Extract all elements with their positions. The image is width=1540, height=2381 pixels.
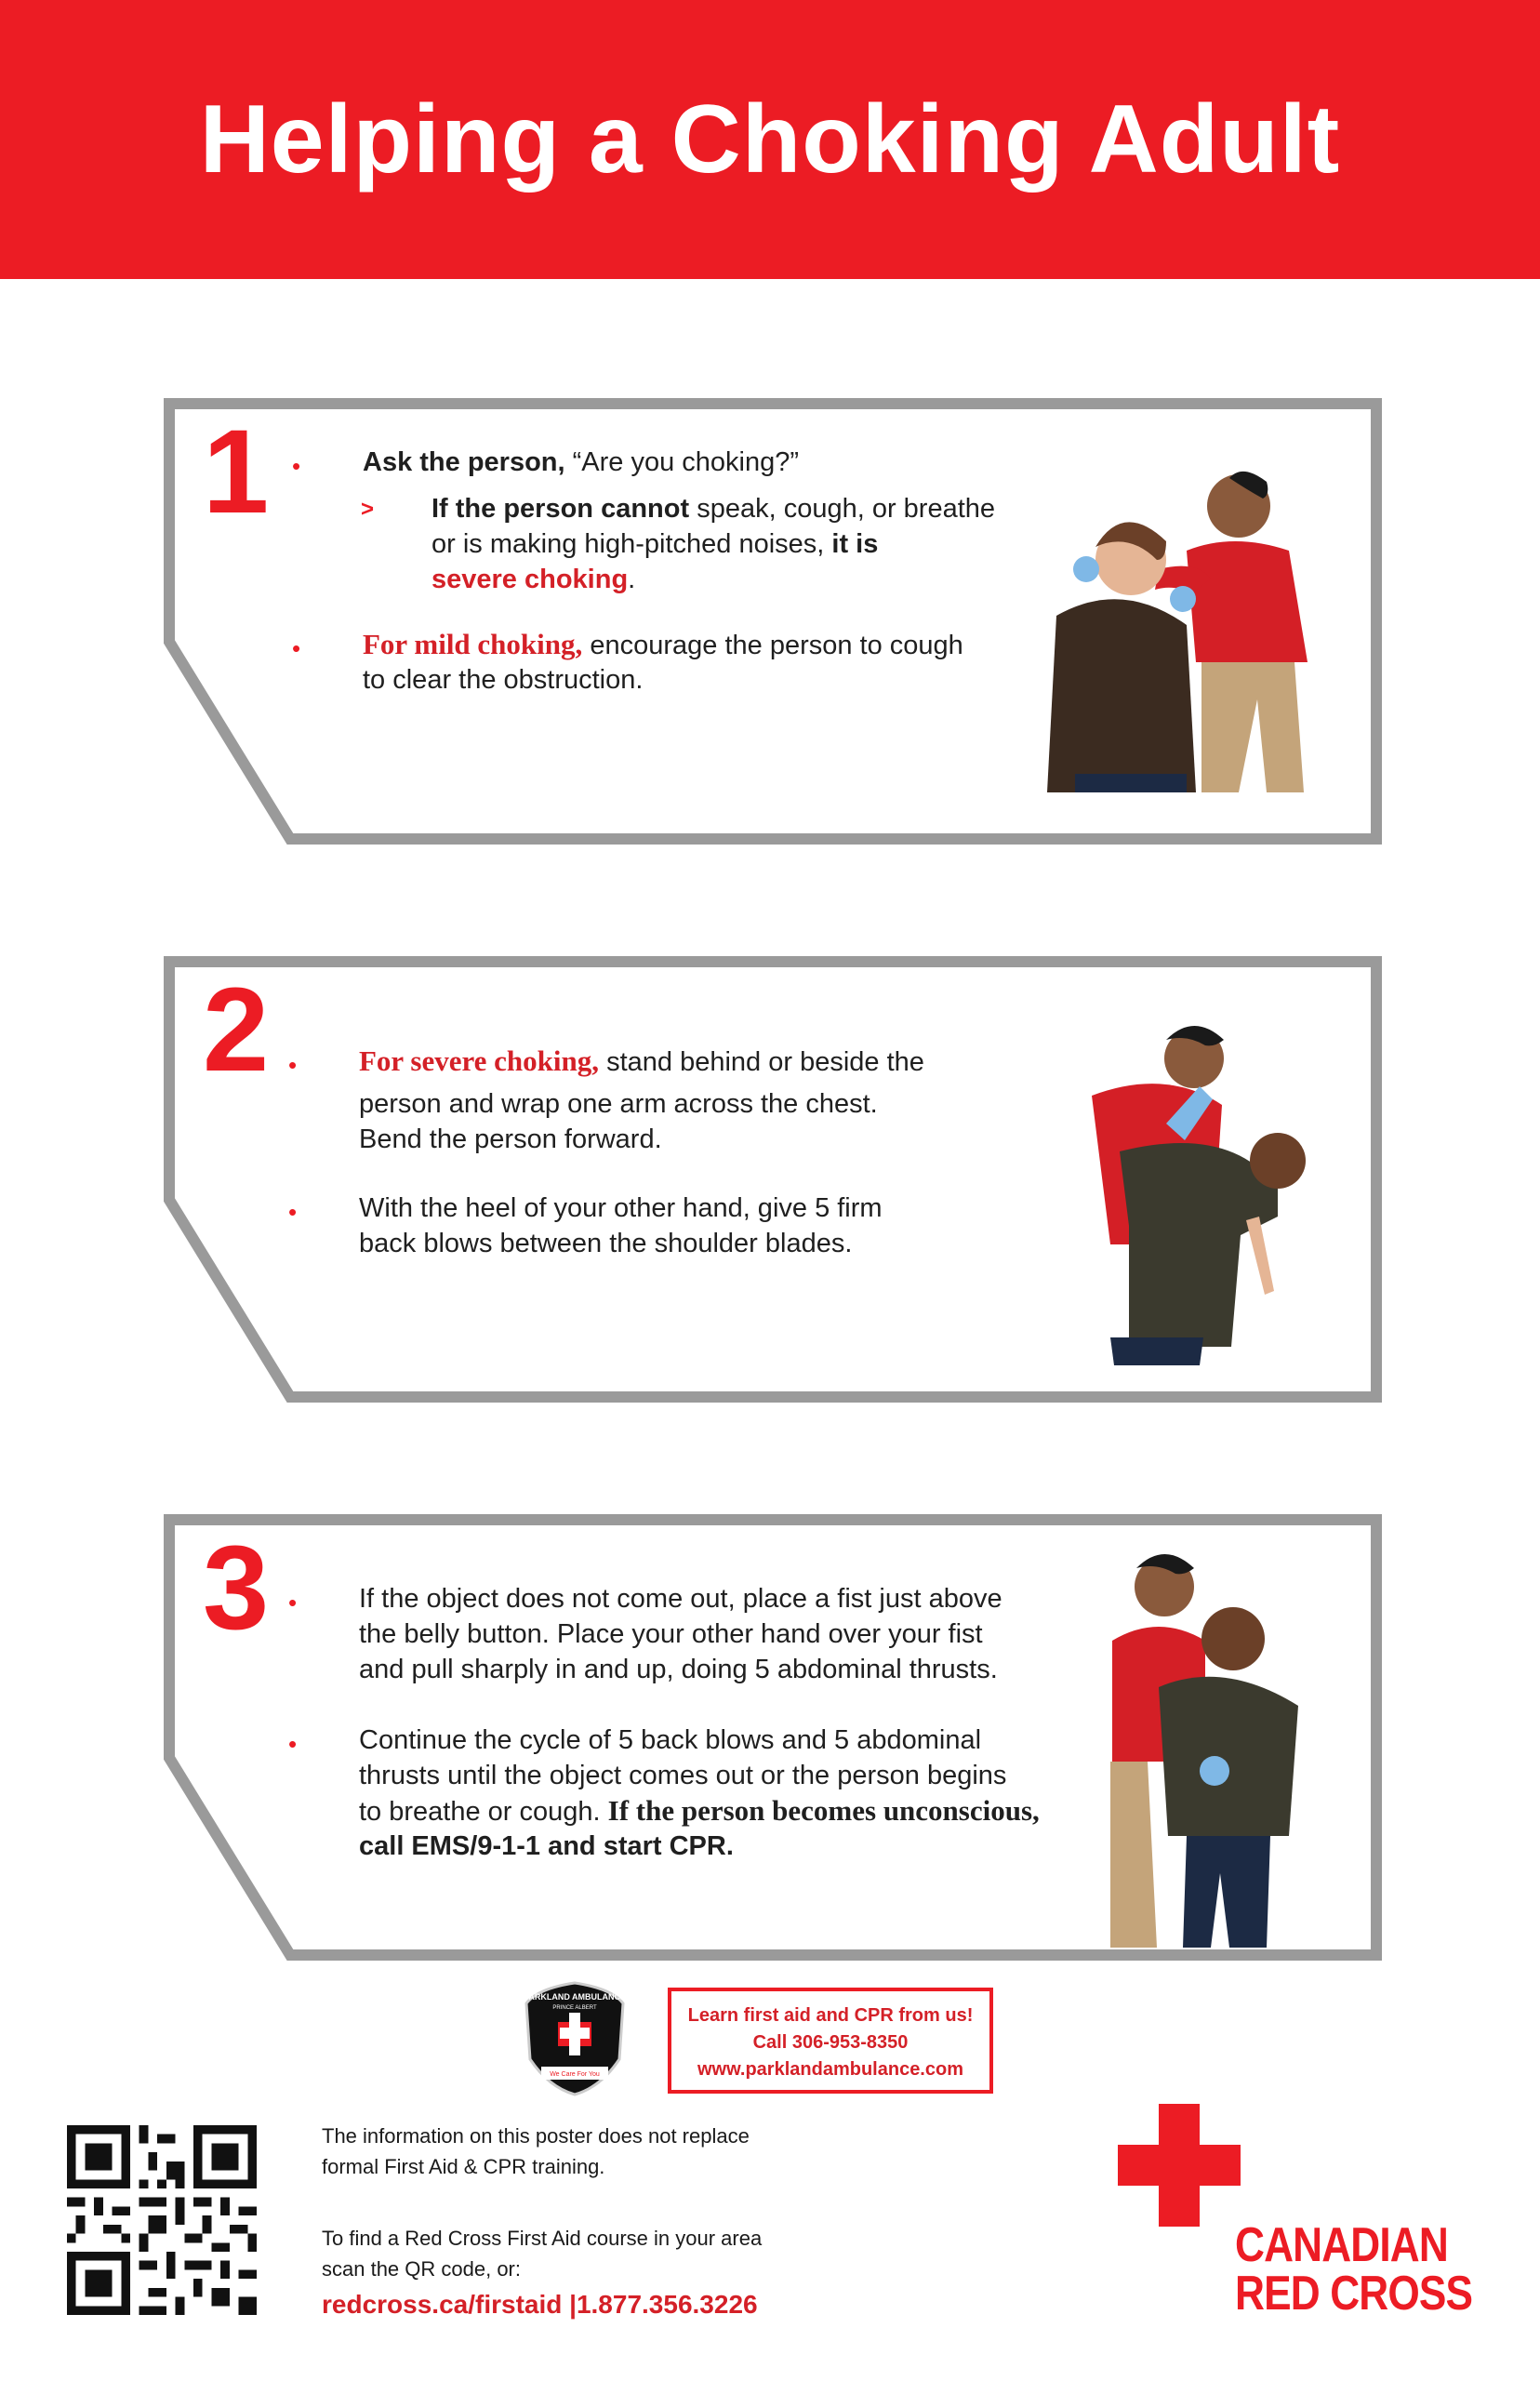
bullet-dot: • (292, 634, 301, 662)
step-2-card (164, 956, 1382, 1403)
logo-sub-text: PRINCE ALBERT (552, 2005, 597, 2011)
find-course-line: To find a Red Cross First Aid course in your area (322, 2227, 763, 2250)
bullet-dot: • (292, 452, 301, 480)
org-name-line: CANADIAN (1235, 2218, 1448, 2272)
bullet-dot: • (288, 1589, 298, 1616)
step-text: If the object does not come out, place a fist just above (359, 1584, 1002, 1614)
step-number: 1 (203, 406, 270, 539)
promo-link[interactable]: www.parklandambulance.com (697, 2059, 963, 2080)
bullet-dot: • (288, 1198, 298, 1226)
step-1-card (164, 398, 1382, 845)
step-text: or is making high-pitched noises, it is (431, 529, 879, 559)
step-text: to breathe or cough. If the person becomes unconscious, (359, 1794, 1040, 1827)
poster-header (0, 0, 1540, 279)
disclaimer-line: formal First Aid & CPR training. (322, 2155, 605, 2178)
step-text: Continue the cycle of 5 back blows and 5 abdominal (359, 1725, 982, 1755)
logo-tagline: We Care For You (550, 2071, 600, 2078)
rescuer-photo (1103, 1548, 1326, 1957)
contact-link[interactable]: redcross.ca/firstaid |1.877.356.3226 (322, 2290, 758, 2319)
step-text: For severe choking, stand behind or beside the (359, 1044, 924, 1077)
org-logo-text (1235, 2218, 1473, 2321)
step-text: and pull sharply in and up, doing 5 abdominal thrusts. (359, 1655, 998, 1684)
step-text: back blows between the shoulder blades. (359, 1229, 853, 1258)
poster-title: Helping a Choking Adult (199, 85, 1341, 193)
parkland-ambulance-logo (521, 1979, 629, 2098)
org-name-line: RED CROSS (1235, 2267, 1473, 2321)
logo-org-text: PARKLAND AMBULANCE (524, 1992, 626, 2002)
promo-box (668, 1988, 993, 2094)
bullet-dot: • (288, 1730, 298, 1758)
rescuer-photo (1055, 1021, 1334, 1365)
step-text: Ask the person, “Are you choking?” (363, 447, 800, 477)
step-text: call EMS/9-1-1 and start CPR. (359, 1831, 734, 1861)
rescuer-photo (1019, 458, 1335, 792)
promo-phone: Call 306-953-8350 (752, 2032, 909, 2053)
step-text: thrusts until the object comes out or the person begins (359, 1761, 1007, 1790)
step-text: For mild choking, encourage the person to cough (363, 628, 963, 660)
step-text: With the heel of your other hand, give 5 firm (359, 1193, 883, 1223)
qr-code[interactable] (67, 2125, 257, 2315)
step-text: the belly button. Place your other hand over your fist (359, 1619, 983, 1649)
step-number: 3 (203, 1522, 270, 1655)
bullet-dot: • (288, 1051, 298, 1079)
step-text: severe choking. (431, 565, 636, 594)
find-course-line: scan the QR code, or: (322, 2257, 521, 2281)
red-cross-icon (1118, 2104, 1241, 2227)
step-text: person and wrap one arm across the chest. (359, 1089, 878, 1119)
step-number: 2 (203, 964, 270, 1097)
step-text: to clear the obstruction. (363, 665, 644, 695)
step-3-card (164, 1514, 1382, 1961)
disclaimer-line: The information on this poster does not replace (322, 2124, 750, 2148)
sub-bullet-chevron: > (361, 497, 375, 522)
promo-line: Learn first aid and CPR from us! (687, 2005, 974, 2026)
step-text: If the person cannot speak, cough, or breathe (431, 494, 996, 524)
step-text: Bend the person forward. (359, 1124, 662, 1154)
